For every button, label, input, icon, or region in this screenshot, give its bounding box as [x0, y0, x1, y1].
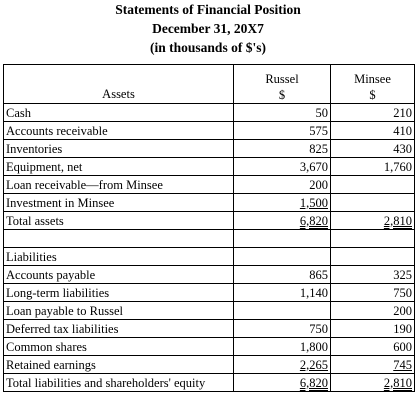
table-row	[4, 194, 415, 212]
column-header-row	[4, 65, 415, 104]
minsee-value	[331, 176, 415, 194]
row-label: Equipment, net	[4, 158, 234, 176]
table-row	[4, 266, 415, 284]
underlined-value: 1,500	[299, 196, 328, 210]
row-label: Retained earnings	[4, 356, 234, 374]
russel-name: Russel	[265, 72, 299, 86]
spacer-cell	[234, 230, 331, 248]
row-label: Accounts payable	[4, 266, 234, 284]
minsee-value	[331, 356, 415, 374]
table-row	[4, 158, 415, 176]
double-underlined-value: 2,810	[383, 214, 412, 228]
russel-value: 200	[234, 176, 331, 194]
table-row	[4, 122, 415, 140]
russel-value: 50	[234, 104, 331, 122]
russel-value: 1,800	[234, 338, 331, 356]
russel-value	[234, 194, 331, 212]
russel-value: 865	[234, 266, 331, 284]
table-row	[4, 338, 415, 356]
assets-header: Assets	[4, 65, 234, 104]
statement-title: Statements of Financial Position	[115, 2, 301, 17]
minsee-value: 210	[331, 104, 415, 122]
table-row	[4, 320, 415, 338]
row-label: Deferred tax liabilities	[4, 320, 234, 338]
empty-cell	[234, 248, 331, 266]
russel-value	[234, 212, 331, 230]
minsee-value: 430	[331, 140, 415, 158]
russel-value	[234, 374, 331, 392]
russel-header	[234, 65, 331, 104]
empty-cell	[331, 248, 415, 266]
double-underlined-value: 6,820	[299, 376, 328, 390]
spacer-cell	[4, 230, 234, 248]
financial-position-table	[3, 64, 415, 392]
statement-units: (in thousands of $'s)	[150, 40, 266, 55]
russel-unit: $	[278, 88, 286, 102]
statement-date: December 31, 20X7	[152, 21, 264, 36]
table-row	[4, 284, 415, 302]
minsee-unit: $	[369, 88, 376, 102]
row-label: Long-term liabilities	[4, 284, 234, 302]
underlined-value: 745	[393, 358, 412, 372]
table-row	[4, 140, 415, 158]
double-underlined-value: 2,810	[383, 376, 412, 390]
russel-value: 750	[234, 320, 331, 338]
russel-value: 575	[234, 122, 331, 140]
minsee-header	[331, 65, 415, 104]
row-label: Accounts receivable	[4, 122, 234, 140]
minsee-value: 200	[331, 302, 415, 320]
row-label: Total liabilities and shareholders' equity	[4, 374, 234, 392]
row-label: Loan receivable—from Minsee	[4, 176, 234, 194]
minsee-value: 1,760	[331, 158, 415, 176]
russel-value: 1,140	[234, 284, 331, 302]
double-underlined-value: 6,820	[299, 214, 328, 228]
total-row	[4, 374, 415, 392]
table-row	[4, 302, 415, 320]
russel-value: 3,670	[234, 158, 331, 176]
total-row	[4, 212, 415, 230]
table-row	[4, 176, 415, 194]
minsee-value	[331, 194, 415, 212]
russel-value: 825	[234, 140, 331, 158]
minsee-value: 750	[331, 284, 415, 302]
row-label: Investment in Minsee	[4, 194, 234, 212]
table-row	[4, 356, 415, 374]
row-label: Loan payable to Russel	[4, 302, 234, 320]
spacer-row	[4, 230, 415, 248]
minsee-value: 190	[331, 320, 415, 338]
minsee-value: 325	[331, 266, 415, 284]
row-label: Cash	[4, 104, 234, 122]
russel-value	[234, 302, 331, 320]
spacer-cell	[331, 230, 415, 248]
liabilities-header: Liabilities	[4, 248, 234, 266]
minsee-value	[331, 212, 415, 230]
minsee-name: Minsee	[354, 72, 391, 86]
minsee-value: 410	[331, 122, 415, 140]
underlined-value: 2,265	[299, 358, 328, 372]
section-header-row	[4, 248, 415, 266]
row-label: Total assets	[4, 212, 234, 230]
row-label: Common shares	[4, 338, 234, 356]
minsee-value	[331, 374, 415, 392]
russel-value	[234, 356, 331, 374]
row-label: Inventories	[4, 140, 234, 158]
table-row	[4, 104, 415, 122]
minsee-value: 600	[331, 338, 415, 356]
